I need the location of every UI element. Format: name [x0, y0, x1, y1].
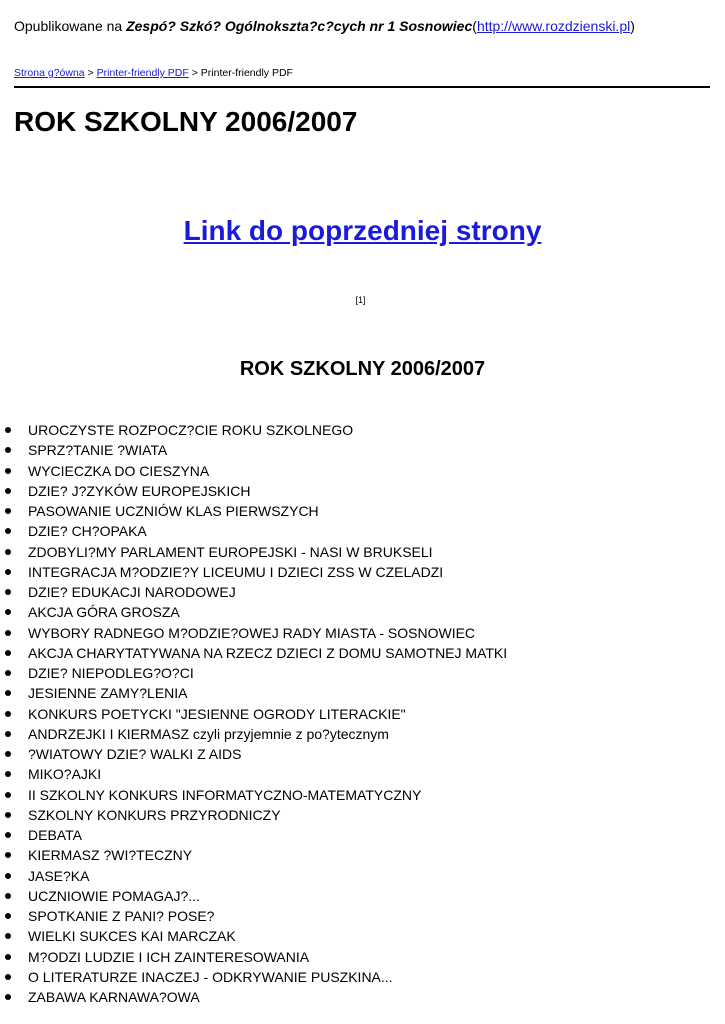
event-label: WYCIECZKA DO CIESZYNA: [28, 462, 210, 479]
event-label: KONKURS POETYCKI "JESIENNE OGRODY LITERACKIE": [28, 705, 406, 722]
bullet-icon: [5, 974, 11, 980]
event-label: SZKOLNY KONKURS PRZYRODNICZY: [28, 806, 281, 823]
event-label: INTEGRACJA M?ODZIE?Y LICEUMU I DZIECI ZSS W CZELADZI: [28, 563, 444, 580]
bullet-icon: [5, 893, 11, 899]
event-list-item: [0, 906, 507, 926]
event-list-item: [0, 623, 507, 643]
event-list-item: [0, 501, 507, 521]
event-label: M?ODZI LUDZIE I ICH ZAINTERESOWANIA: [28, 948, 310, 965]
event-list-item: [0, 805, 507, 825]
event-label: ANDRZEJKI I KIERMASZ czyli przyjemnie z po?ytecznym: [28, 725, 389, 742]
event-list-item: [0, 481, 507, 501]
event-label: UCZNIOWIE POMAGAJ?...: [28, 887, 200, 904]
event-label: WIELKI SUKCES KAI MARCZAK: [28, 928, 236, 945]
event-label: AKCJA CHARYTATYWANA NA RZECZ DZIECI Z DOMU SAMOTNEJ MATKI: [28, 644, 508, 661]
event-list-item: [0, 602, 507, 622]
breadcrumb-home-link[interactable]: Strona g?ówna: [14, 67, 85, 79]
event-label: JASE?KA: [28, 867, 90, 884]
bullet-icon: [5, 731, 11, 737]
bullet-icon: [5, 812, 11, 818]
published-on-line: [14, 17, 635, 35]
breadcrumb-separator: >: [188, 67, 201, 79]
bullet-icon: [5, 913, 11, 919]
bullet-icon: [5, 852, 11, 858]
event-list-item: [0, 866, 507, 886]
bullet-icon: [5, 711, 11, 717]
published-prefix: Opublikowane na: [14, 18, 123, 34]
event-list-item: [0, 724, 507, 744]
bullet-icon: [5, 468, 11, 474]
event-label: O LITERATURZE INACZEJ - ODKRYWANIE PUSZKINA...: [28, 968, 393, 985]
bullet-icon: [5, 609, 11, 615]
event-label: WYBORY RADNEGO M?ODZIE?OWEJ RADY MIASTA - SOSNOWIEC: [28, 624, 476, 641]
site-url-link[interactable]: http://www.rozdzienski.pl: [476, 18, 631, 34]
url-close-paren: ): [630, 18, 635, 34]
bullet-icon: [5, 751, 11, 757]
event-list-item: [0, 825, 507, 845]
bullet-icon: [5, 488, 11, 494]
event-label: MIKO?AJKI: [28, 766, 102, 783]
event-label: JESIENNE ZAMY?LENIA: [28, 685, 188, 702]
section-title: ROK SZKOLNY 2006/2007: [239, 358, 486, 380]
bullet-icon: [5, 569, 11, 575]
bullet-icon: [5, 954, 11, 960]
event-label: DEBATA: [28, 827, 82, 843]
event-label: SPOTKANIE Z PANI? POSE?: [28, 908, 215, 924]
bullet-icon: [5, 792, 11, 798]
event-list-item: [0, 420, 507, 440]
bullet-icon: [5, 549, 11, 555]
bullet-icon: [5, 690, 11, 696]
event-list-item: [0, 967, 507, 987]
bullet-icon: [5, 832, 11, 838]
bullet-icon: [5, 589, 11, 595]
bullet-icon: [5, 650, 11, 656]
event-label: DZIE? EDUKACJI NARODOWEJ: [28, 584, 236, 600]
site-name: Zespó? Szkó? Ogólnoksztа?c?cych nr 1 Sosnowiec: [126, 18, 473, 34]
event-label: PASOWANIE UCZNIÓW KLAS PIERWSZYCH: [28, 503, 319, 519]
event-label: DZIE? CH?OPAKA: [28, 523, 147, 540]
bullet-icon: [5, 528, 11, 534]
event-label: UROCZYSTE ROZPOCZ?CIE ROKU SZKOLNEGO: [28, 422, 354, 438]
event-list-item: [0, 926, 507, 946]
event-label: II SZKOLNY KONKURS INFORMATYCZNO-MATEMATYCZNY: [28, 786, 422, 803]
event-list-item: [0, 886, 507, 906]
bullet-icon: [5, 933, 11, 939]
bullet-icon: [5, 994, 11, 1000]
url-open-paren: (: [472, 18, 477, 34]
breadcrumb-printer-link[interactable]: Printer-friendly PDF: [96, 67, 189, 79]
event-label: ZDOBYLI?MY PARLAMENT EUROPEJSKI - NASI W BRUKSELI: [28, 543, 433, 560]
event-label: SPRZ?TANIE ?WIATA: [28, 442, 168, 459]
bullet-icon: [5, 670, 11, 676]
page-title: ROK SZKOLNY 2006/2007: [14, 106, 358, 137]
event-list-item: [0, 845, 507, 865]
breadcrumb-current: Printer-friendly PDF: [200, 67, 293, 79]
event-list-item: [0, 582, 507, 602]
event-list-item: [0, 987, 507, 1007]
breadcrumb-separator: >: [84, 67, 97, 79]
event-label: DZIE? J?ZYKÓW EUROPEJSKICH: [28, 482, 251, 499]
event-label: KIERMASZ ?WI?TECZNY: [28, 847, 193, 864]
event-list-item: [0, 643, 507, 663]
breadcrumb: [14, 67, 293, 80]
event-label: DZIE? NIEPODLEG?O?CI: [28, 665, 194, 681]
event-label: ?WIATOWY DZIE? WALKI Z AIDS: [28, 746, 242, 762]
bullet-icon: [5, 630, 11, 636]
bullet-icon: [5, 447, 11, 453]
event-label: AKCJA GÓRA GROSZA: [28, 604, 180, 621]
event-list-item: [0, 663, 507, 683]
event-list-item: [0, 440, 507, 460]
back-link-container: [0, 213, 725, 249]
event-list-item: [0, 461, 507, 481]
bullet-icon: [5, 771, 11, 777]
event-list-item: [0, 562, 507, 582]
event-list-item: [0, 521, 507, 541]
previous-page-link[interactable]: Link do poprzedniej strony: [183, 215, 542, 246]
event-list-item: [0, 542, 507, 562]
event-list-item: [0, 704, 507, 724]
header-divider: [14, 86, 710, 88]
event-list-item: [0, 947, 507, 967]
event-list-item: [0, 785, 507, 805]
footnote-reference: [1]: [355, 295, 366, 305]
event-list-item: [0, 683, 507, 703]
bullet-icon: [5, 873, 11, 879]
bullet-icon: [5, 508, 11, 514]
event-list-item: [0, 744, 507, 764]
event-label: ZABAWA KARNAWA?OWA: [28, 989, 200, 1005]
bullet-icon: [5, 427, 11, 433]
event-list: [0, 420, 507, 1007]
event-list-item: [0, 764, 507, 784]
